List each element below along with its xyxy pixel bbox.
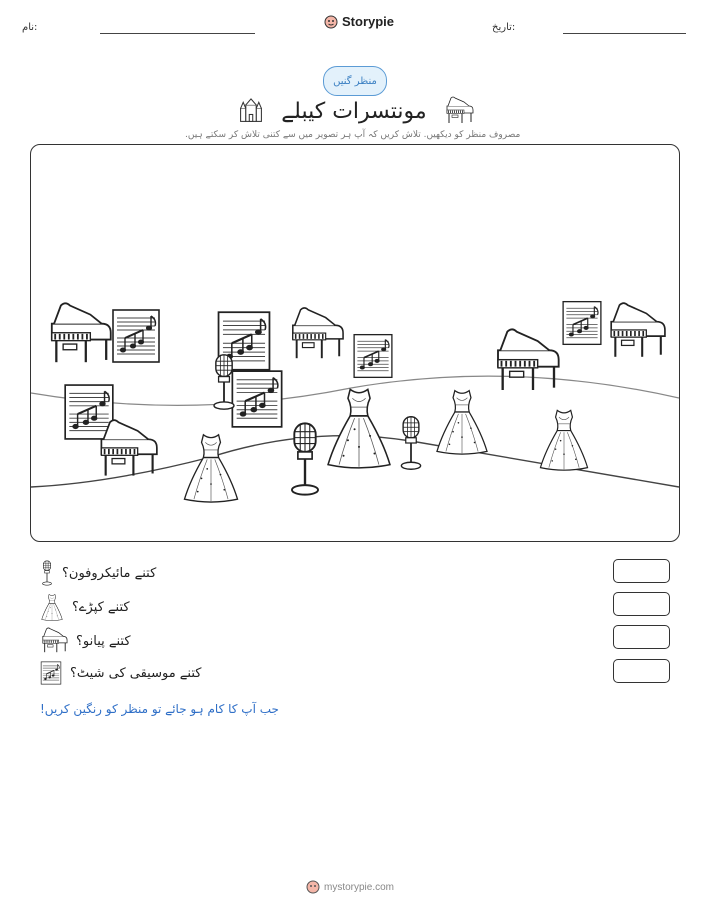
dress-3 — [437, 391, 487, 455]
question-text: کتنے مائیکروفون؟ — [62, 565, 157, 581]
question-text: کتنے کپڑے؟ — [72, 599, 130, 615]
microphone-2 — [292, 423, 318, 494]
name-label: نام: — [22, 22, 38, 33]
music-sheet-6 — [232, 371, 281, 427]
answer-box-microphones[interactable] — [613, 559, 670, 583]
question-row-dresses — [40, 593, 130, 621]
piano-1 — [52, 303, 111, 362]
dress-2 — [328, 389, 390, 467]
title-row — [238, 94, 474, 128]
question-row-pianos — [40, 627, 131, 655]
footer — [306, 880, 394, 894]
storypie-mascot-icon — [324, 15, 338, 29]
name-line[interactable] — [100, 33, 255, 34]
music-sheet-4 — [563, 302, 601, 345]
microphone-icon — [40, 560, 54, 586]
scene-illustration — [31, 145, 679, 541]
piano-4 — [611, 303, 665, 357]
instructions-text: مصروف منظر کو دیکھیں. تلاش کریں کہ آپ ہر تصویر میں سے کتنی تلاش کر سکتے ہیں. — [185, 130, 521, 140]
coloring-instruction: جب آپ کا کام ہو جائے تو منظر کو رنگین کریں! — [40, 702, 279, 716]
question-text: کتنے موسیقی کی شیٹ؟ — [70, 665, 202, 681]
seek-and-find-scene — [30, 144, 680, 542]
date-line[interactable] — [563, 33, 686, 34]
dress-1 — [184, 435, 237, 502]
microphone-1 — [214, 355, 234, 409]
answer-box-dresses[interactable] — [613, 592, 670, 616]
storypie-footer-icon — [306, 880, 320, 894]
music-sheet-1 — [113, 310, 159, 362]
question-row-music-sheets — [40, 661, 201, 685]
date-label: تاریخ: — [492, 22, 516, 33]
piano-2 — [293, 308, 343, 358]
music-sheet-icon — [40, 661, 62, 685]
footer-url[interactable]: mystorypie.com — [324, 881, 395, 893]
title-piano-icon — [444, 96, 474, 126]
brand-name: Storypie — [342, 14, 395, 29]
dress-4 — [540, 410, 587, 470]
microphone-3 — [401, 417, 420, 470]
brand-logo — [324, 14, 394, 29]
piano-3 — [498, 329, 559, 390]
question-row-microphones — [40, 560, 156, 586]
page-title: مونتسرات کیبلے — [281, 98, 427, 124]
question-text: کتنے پیانو؟ — [76, 633, 131, 649]
answer-box-pianos[interactable] — [613, 625, 670, 649]
category-badge: منظر گنیں — [323, 66, 387, 96]
piano-icon — [40, 627, 68, 655]
music-sheet-5 — [65, 385, 113, 439]
piano-5 — [101, 420, 156, 475]
music-sheet-3 — [354, 335, 392, 378]
answer-box-music-sheets[interactable] — [613, 659, 670, 683]
dress-icon — [40, 593, 64, 621]
castle-icon — [238, 98, 264, 124]
